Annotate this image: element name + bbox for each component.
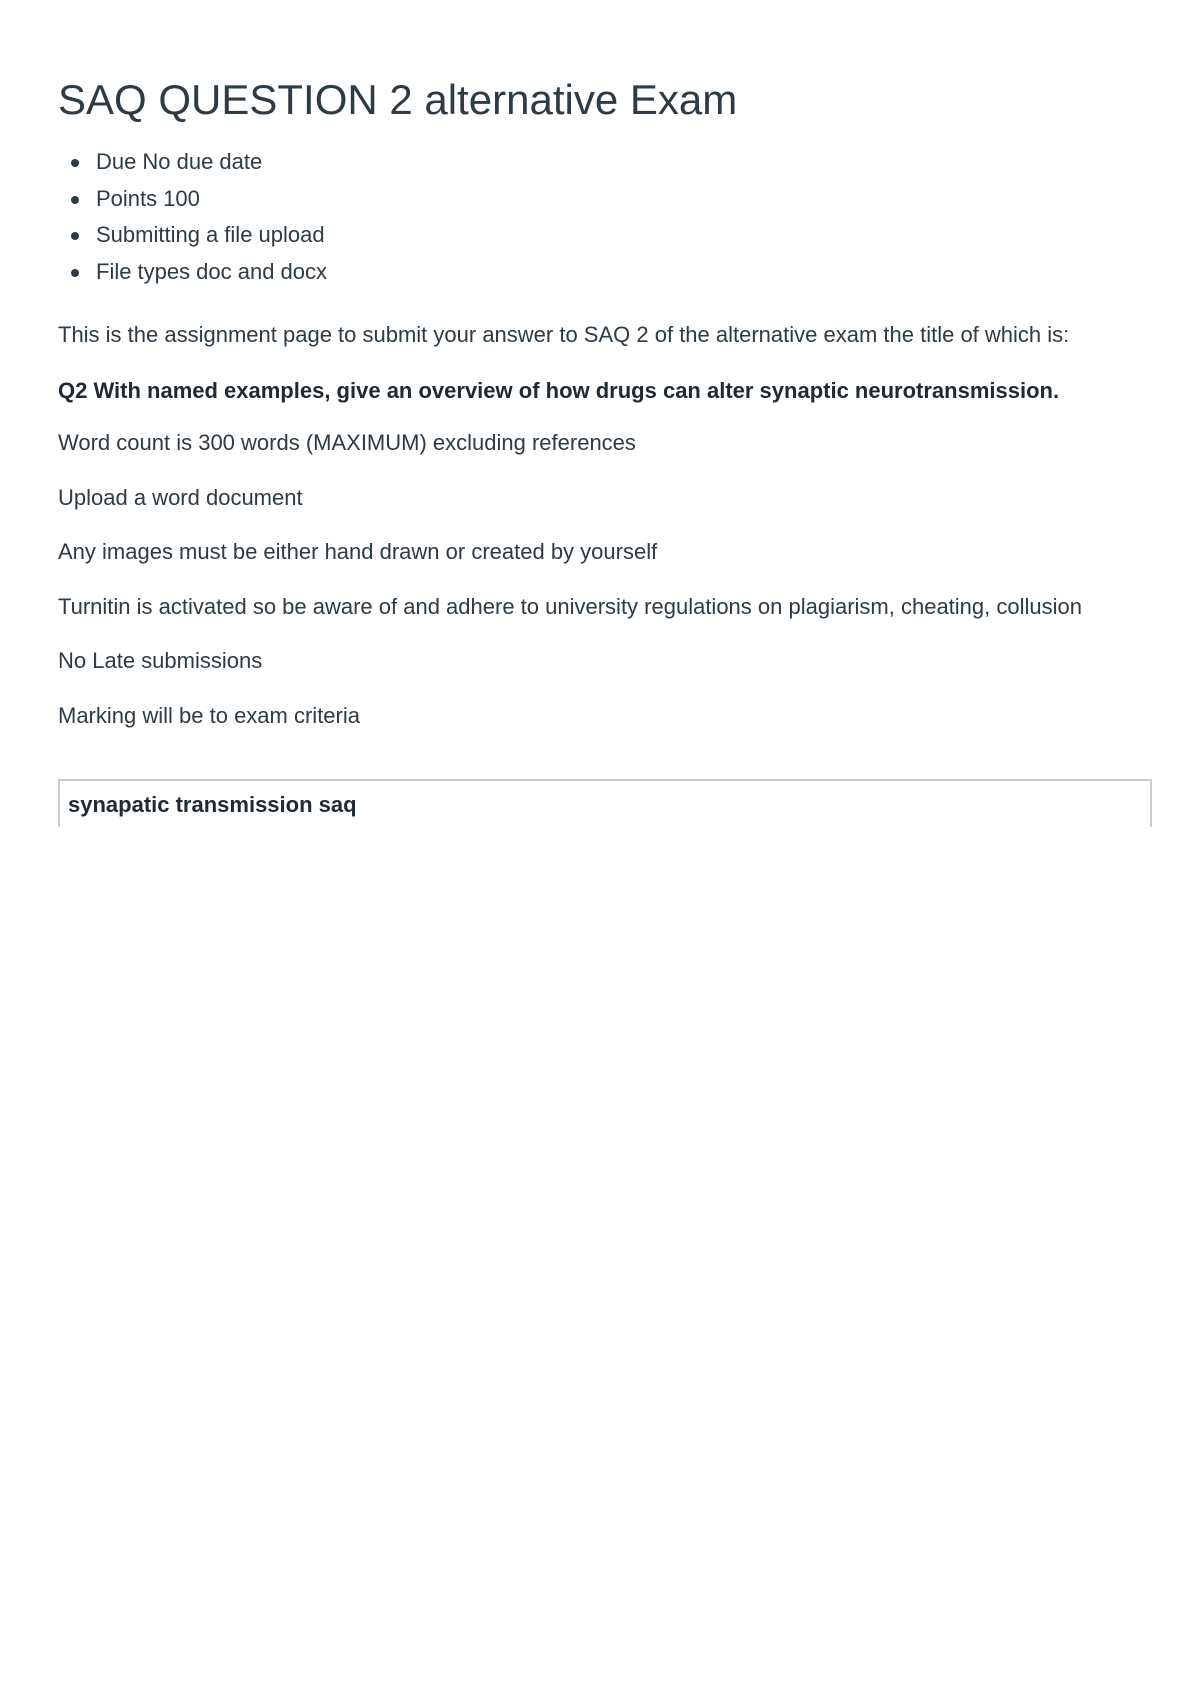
bullet-icon [71, 159, 79, 167]
instruction-late: No Late submissions [58, 648, 263, 673]
page-title: SAQ QUESTION 2 alternative Exam [58, 76, 738, 123]
detail-points [58, 181, 1152, 218]
instruction-images: Any images must be either hand drawn or created by yourself [58, 539, 658, 564]
detail-value: No due date [142, 149, 263, 174]
instruction-upload: Upload a word document [58, 484, 303, 510]
assignment-page [58, 0, 1152, 827]
detail-file-types [58, 254, 1152, 291]
detail-label: File types [96, 258, 191, 284]
detail-value: a file upload [205, 222, 325, 247]
rubric-panel [58, 779, 1152, 827]
detail-label: Submitting [96, 222, 200, 247]
detail-value: doc and docx [196, 258, 328, 284]
bullet-icon [71, 196, 79, 204]
intro-paragraph: This is the assignment page to submit your answer to SAQ 2 of the alternative exam the title of which is: [58, 322, 1070, 347]
bullet-icon [71, 232, 79, 240]
bullet-icon [71, 269, 79, 277]
detail-due [58, 144, 1152, 181]
detail-value: 100 [163, 185, 200, 211]
assignment-description [58, 317, 1152, 734]
instruction-turnitin: Turnitin is activated so be aware of and adhere to university regulations on plagiarism, cheating, collusion [58, 593, 1082, 619]
instruction-word-count: Word count is 300 words (MAXIMUM) excluding references [58, 430, 636, 455]
assignment-details-list [58, 144, 1152, 290]
detail-submitting [58, 217, 1152, 254]
question-text: Q2 With named examples, give an overview of how drugs can alter synaptic neurotransmission. [58, 377, 1060, 403]
rubric-title: synapatic transmission saq [68, 792, 357, 817]
instruction-marking: Marking will be to exam criteria [58, 702, 360, 728]
detail-label: Due [96, 149, 137, 174]
detail-label: Points [96, 185, 158, 211]
